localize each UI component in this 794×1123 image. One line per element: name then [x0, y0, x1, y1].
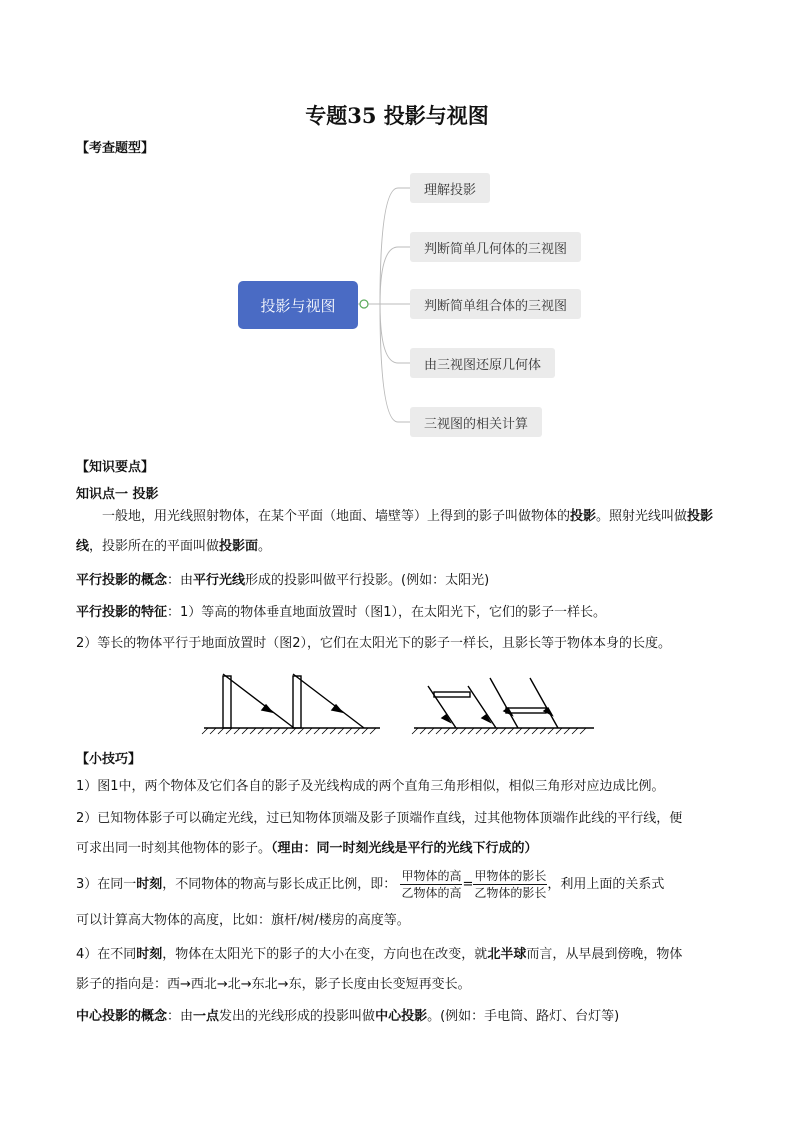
p1-bold-projection-plane: 投影面 — [219, 539, 259, 554]
fraction-height-denominator: 乙物体的高 — [401, 886, 462, 900]
tip4-bold-hemisphere: 北半球 — [487, 947, 527, 962]
parallel-def-bold: 平行光线 — [193, 573, 246, 588]
tip3-mid: ，不同物体的物高与影长成正比例，即： — [162, 877, 397, 892]
tip-1: 1）图1中，两个物体及它们各自的影子及光线构成的两个直角三角形相似，相似三角形对应边成比例。 — [76, 779, 665, 794]
fraction-shadow-numerator: 甲物体的影长 — [474, 869, 547, 883]
parallel-feat-rest: ：1）等高的物体垂直地面放置时（图1），在太阳光下，它们的影子一样长。 — [167, 605, 607, 620]
p1-text-a: 一般地，用光线照射物体，在某个平面（地面、墙壁等）上得到的影子叫做物体的 — [102, 509, 571, 524]
fraction-shadow-ratio — [473, 868, 547, 901]
central-def-bold-point: 一点 — [193, 1009, 220, 1024]
tip-4 — [76, 940, 756, 1000]
page-title: 专题35 投影与视图 — [305, 103, 489, 128]
point1-title: 知识点一 投影 — [76, 487, 159, 502]
mindmap-root[interactable]: 投影与视图 — [238, 281, 358, 329]
p1-bold-projection: 投影 — [570, 509, 597, 524]
parallel-projection-feature — [76, 598, 606, 628]
fraction-height-numerator: 甲物体的高 — [401, 869, 462, 883]
parallel-def-rest: 形成的投影叫做平行投影。(例如：太阳光) — [245, 573, 490, 588]
figure-1 — [202, 674, 380, 734]
tip3-pre: 3）在同一 — [76, 877, 137, 892]
mindmap-branch-3[interactable]: 判断简单组合体的三视图 — [410, 289, 581, 319]
fraction-height-ratio — [400, 868, 462, 901]
mindmap-branch-2[interactable]: 判断简单几何体的三视图 — [410, 232, 581, 262]
section-exam-types: 【考查题型】 — [76, 141, 155, 156]
tip-3 — [76, 868, 664, 902]
central-def-colon: ：由 — [167, 1009, 194, 1024]
parallel-def-label: 平行投影的概念 — [76, 573, 168, 588]
parallel-def-colon: ：由 — [167, 573, 194, 588]
central-projection-def — [76, 1002, 619, 1032]
central-def-bold-term: 中心投影 — [375, 1009, 428, 1024]
p1-text-f: ，投影所在的平面叫做 — [89, 539, 220, 554]
p1-bold-projection-line-b: 线 — [76, 539, 90, 554]
tip-3-line-2: 可以计算高大物体的高度，比如：旗杆/树/楼房的高度等。 — [76, 913, 410, 928]
fraction-shadow-denominator: 乙物体的影长 — [474, 886, 547, 900]
parallel-projection-feature-2: 2）等长的物体平行于地面放置时（图2），它们在太阳光下的影子一样长，且影长等于物体本身的长度。 — [76, 636, 672, 651]
figure-2 — [412, 678, 594, 734]
p1-bold-projection-line-a: 投影 — [687, 509, 714, 524]
tip3-post: ，利用上面的关系式 — [547, 877, 665, 892]
equals-sign: = — [462, 877, 474, 892]
central-def-mid: 发出的光线形成的投影叫做 — [219, 1009, 376, 1024]
p1-text-c: 。照射光线叫做 — [596, 509, 688, 524]
central-def-rest: 。(例如：手电筒、路灯、台灯等) — [427, 1009, 620, 1024]
central-def-label: 中心投影的概念 — [76, 1009, 168, 1024]
mindmap-branch-4[interactable]: 由三视图还原几何体 — [410, 348, 555, 378]
tip4-mid: ，物体在太阳光下的影子的大小在变，方向也在改变，就 — [162, 947, 488, 962]
connector-1 — [380, 188, 410, 304]
section-tips: 【小技巧】 — [76, 752, 142, 767]
connector-4 — [380, 304, 410, 363]
tip-2 — [76, 804, 756, 864]
connector-2 — [380, 247, 410, 304]
collapse-node-icon — [360, 300, 368, 308]
tip4-line-2: 影子的指向是：西→西北→北→东北→东，影子长度由长变短再变长。 — [76, 977, 471, 992]
tip2-line-b: 可求出同一时刻其他物体的影子。 — [76, 841, 272, 856]
tip4-bold-time: 时刻 — [136, 947, 163, 962]
tip2-line-a: 2）已知物体影子可以确定光线，过已知物体顶端及影子顶端作直线，过其他物体顶端作此线的平行线，便 — [76, 811, 683, 826]
section-knowledge: 【知识要点】 — [76, 460, 155, 475]
tip3-bold: 时刻 — [136, 877, 163, 892]
mindmap-branch-5[interactable]: 三视图的相关计算 — [410, 407, 542, 437]
figure-shadows — [200, 660, 600, 740]
p1-text-h: 。 — [258, 539, 272, 554]
tip4-post: 而言，从早晨到傍晚，物体 — [526, 947, 683, 962]
mindmap-branch-1[interactable]: 理解投影 — [410, 173, 490, 203]
tip2-reason: （理由：同一时刻光线是平行的光线下行成的） — [271, 841, 538, 856]
parallel-projection-def — [76, 566, 489, 596]
parallel-feat-label: 平行投影的特征 — [76, 605, 168, 620]
paragraph-projection-def — [76, 502, 756, 562]
tip4-pre: 4）在不同 — [76, 947, 137, 962]
